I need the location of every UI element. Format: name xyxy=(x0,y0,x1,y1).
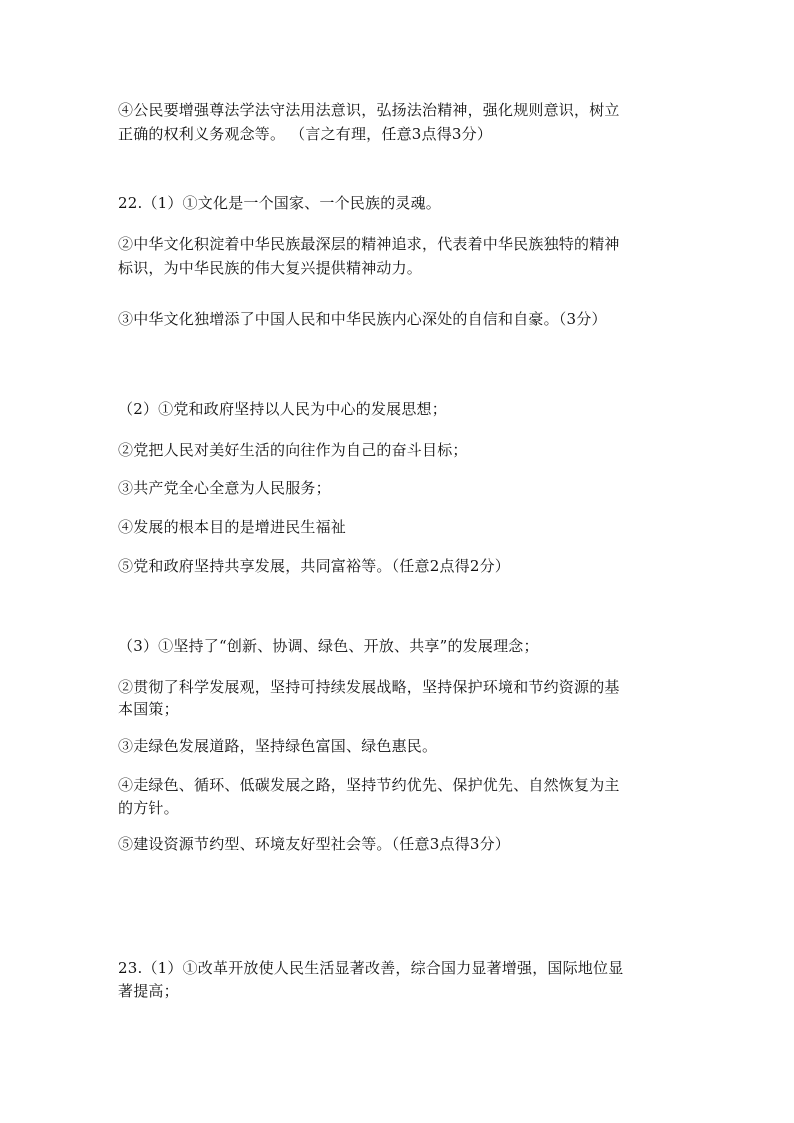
text-line: ②贯彻了科学发展观，坚持可持续发展战略，坚持保护环境和节约资源的基 xyxy=(118,678,620,696)
text-line: ⑤党和政府坚持共享发展，共同富裕等。（任意2点得2分） xyxy=(118,557,510,575)
text-line: ③共产党全心全意为人民服务； xyxy=(118,479,331,497)
text-line: （3）①坚持了“创新、协调、绿色、开放、共享”的发展理念； xyxy=(118,637,539,655)
text-line: ②中华文化积淀着中华民族最深层的精神追求，代表着中华民族独特的精神 xyxy=(118,235,620,253)
text-line: 22.（1）①文化是一个国家、一个民族的灵魂。 xyxy=(118,194,442,212)
text-line: 著提高； xyxy=(118,982,179,1000)
text-line: 标识，为中华民族的伟大复兴提供精神动力。 xyxy=(118,259,423,277)
text-line: ④发展的根本目的是增进民生福祉 xyxy=(118,518,347,536)
text-line: ②党把人民对美好生活的向往作为自己的奋斗目标； xyxy=(118,441,468,459)
text-line: 正确的权利义务观念等。 （言之有理，任意3点得3分） xyxy=(118,125,493,143)
text-line: ③走绿色发展道路，坚持绿色富国、绿色惠民。 xyxy=(118,737,438,755)
text-line: 的方针。 xyxy=(118,799,179,817)
text-line: ⑤建设资源节约型、环境友好型社会等。（任意3点得3分） xyxy=(118,835,510,853)
text-line: （2）①党和政府坚持以人民为中心的发展思想； xyxy=(118,400,447,418)
text-line: 23.（1）①改革开放使人民生活显著改善，综合国力显著增强，国际地位显 xyxy=(118,959,624,977)
text-line: 本国策； xyxy=(118,700,179,718)
text-line: ④走绿色、循环、低碳发展之路，坚持节约优先、保护优先、自然恢复为主 xyxy=(118,776,620,794)
text-line: ③中华文化独增添了中国人民和中华民族内心深处的自信和自豪。（3分） xyxy=(118,310,607,328)
text-line: ④公民要增强尊法学法守法用法意识，弘扬法治精神，强化规则意识，树立 xyxy=(118,101,620,119)
